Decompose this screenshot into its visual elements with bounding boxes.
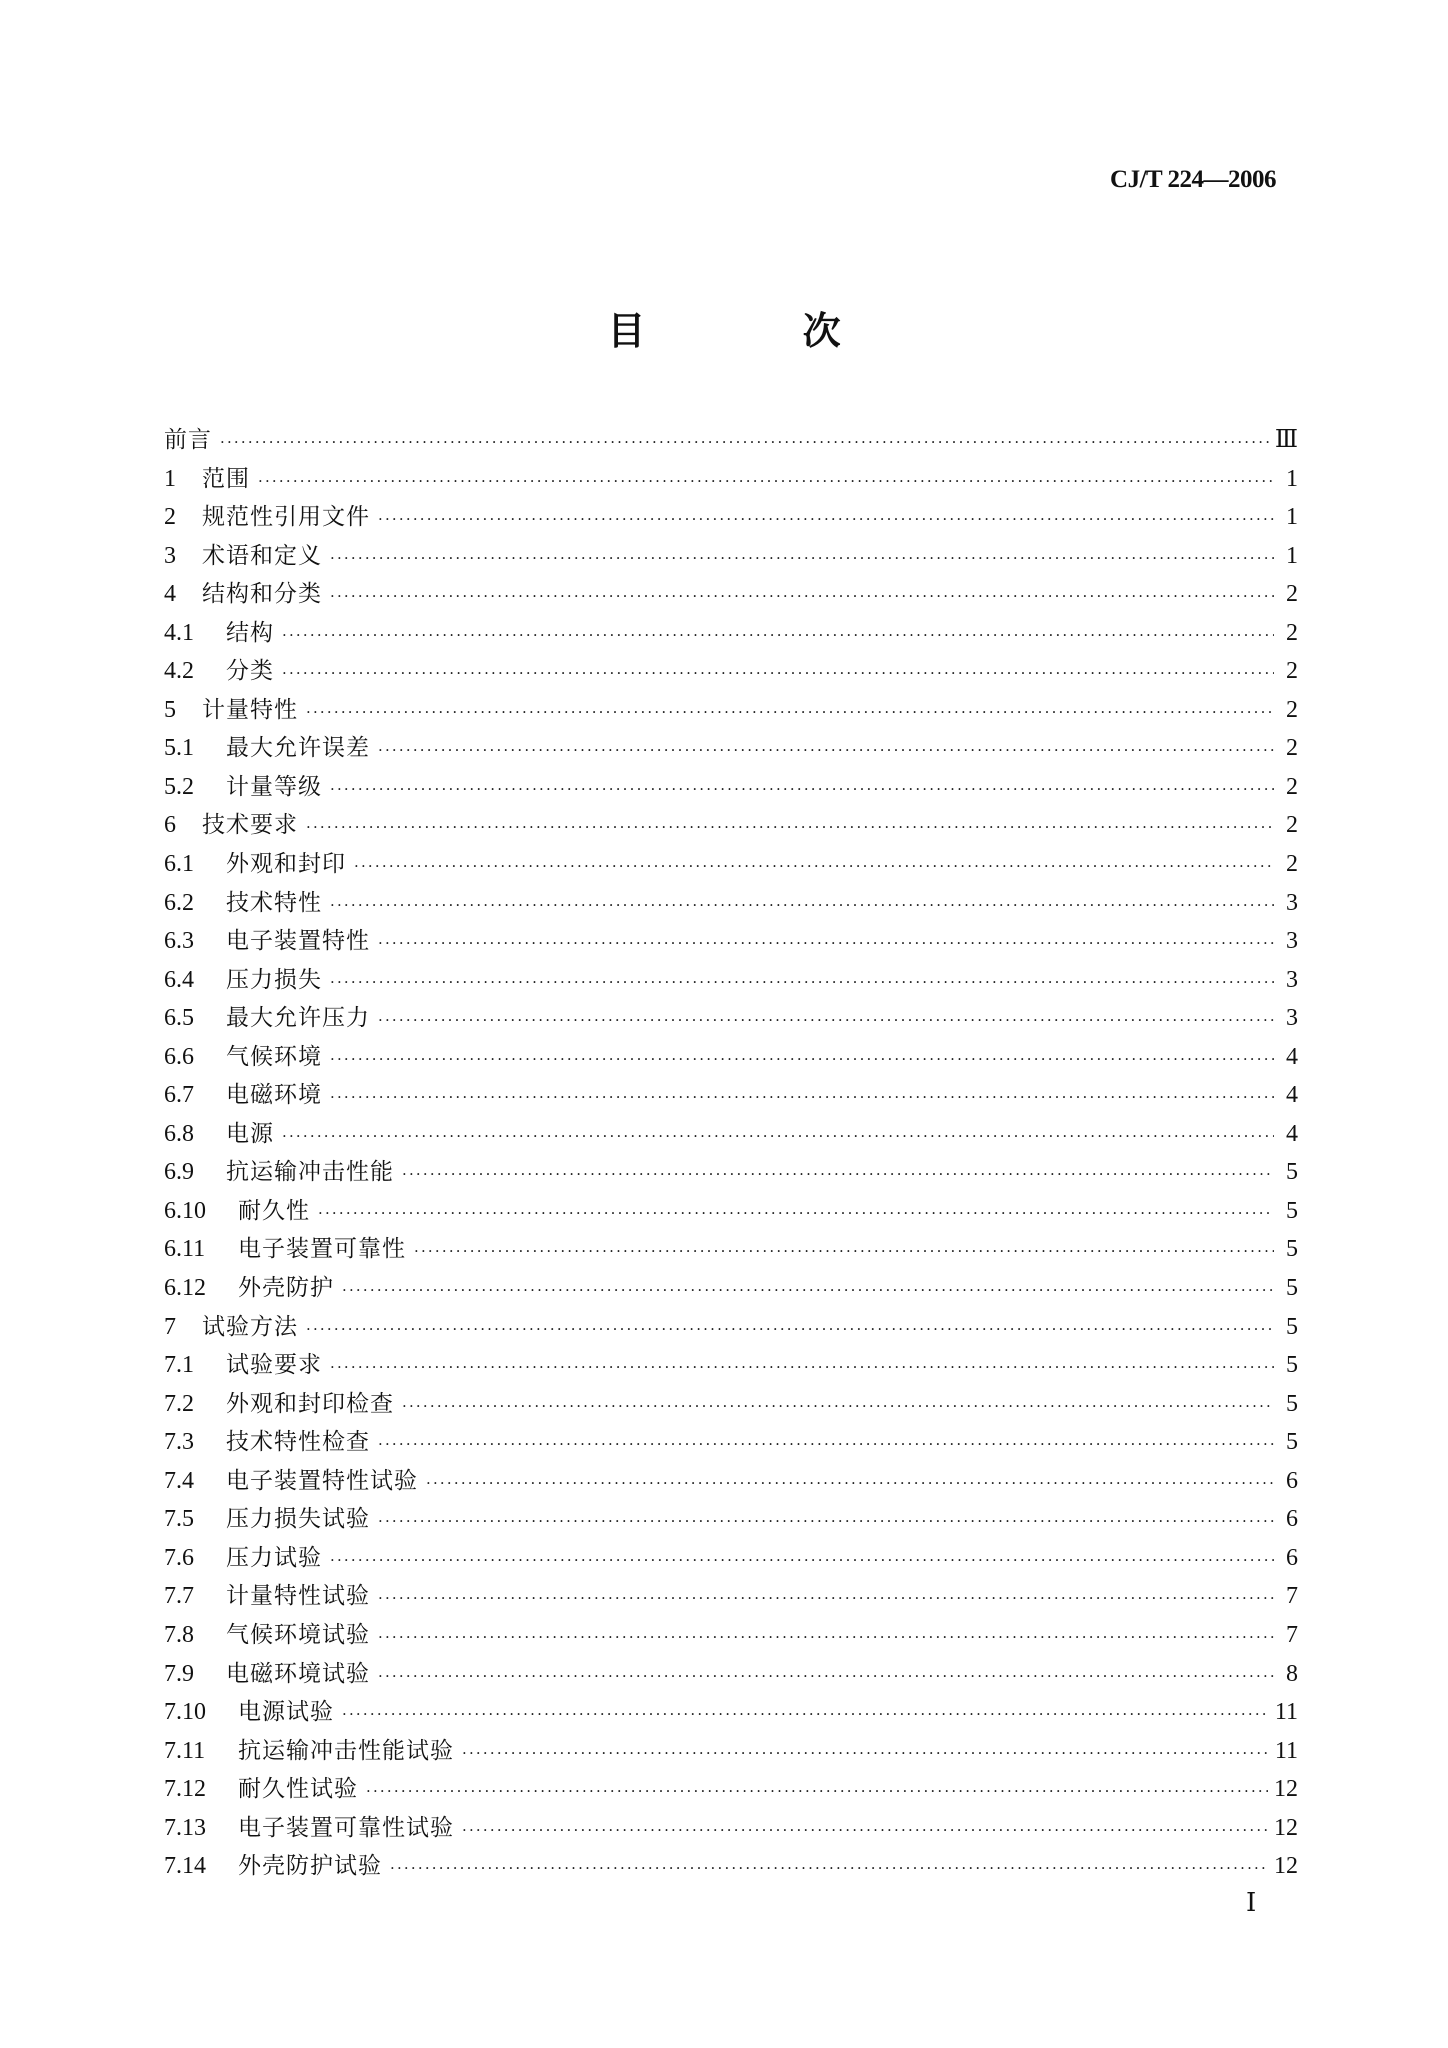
toc-entry-page: 5 xyxy=(1286,1197,1298,1224)
toc-entry-page: 7 xyxy=(1286,1583,1298,1610)
toc-entry-label: 气候环境试验 xyxy=(226,1621,370,1648)
toc-entry-label: 外观和封印 xyxy=(226,851,346,878)
toc-entry[interactable] xyxy=(164,1308,1298,1347)
toc-entry-label: 技术要求 xyxy=(202,812,298,839)
toc-entry[interactable] xyxy=(164,1539,1298,1578)
toc-entry-label: 结构和分类 xyxy=(202,581,322,608)
toc-entry-label: 计量特性 xyxy=(202,696,298,723)
toc-leader-dots xyxy=(282,616,1274,655)
toc-entry-label: 计量等级 xyxy=(226,773,322,800)
toc-entry-page: Ⅲ xyxy=(1274,427,1298,453)
toc-entry-page: 8 xyxy=(1286,1660,1298,1687)
toc-leader-dots xyxy=(306,693,1274,732)
toc-entry-page: 5 xyxy=(1286,1429,1298,1456)
toc-entry[interactable] xyxy=(164,1462,1298,1501)
toc-title: 目 次 xyxy=(607,309,913,353)
toc-entry[interactable] xyxy=(164,1655,1298,1694)
toc-leader-dots xyxy=(390,1849,1268,1888)
toc-entry-number: 5.2 xyxy=(164,773,194,800)
toc-entry-label: 耐久性试验 xyxy=(238,1776,358,1803)
page-number: Ⅰ xyxy=(1246,1888,1257,1917)
toc-entry-page: 7 xyxy=(1286,1621,1298,1648)
toc-entry-label: 结构 xyxy=(226,619,274,646)
toc-entry[interactable] xyxy=(164,1770,1298,1809)
toc-entry-page: 1 xyxy=(1286,465,1298,492)
toc-entry-label: 范围 xyxy=(202,465,250,492)
toc-entry-number: 6.10 xyxy=(164,1197,206,1224)
toc-entry-page: 2 xyxy=(1286,581,1298,608)
toc-entry-number: 6.7 xyxy=(164,1082,194,1109)
toc-entry-number: 7.14 xyxy=(164,1853,206,1880)
toc-entry[interactable] xyxy=(164,1809,1298,1848)
toc-entry[interactable] xyxy=(164,768,1298,807)
toc-leader-dots xyxy=(330,963,1274,1002)
toc-entry-page: 1 xyxy=(1286,504,1298,531)
toc-entry-page: 11 xyxy=(1274,1737,1298,1764)
toc-entry-number: 6.11 xyxy=(164,1236,206,1263)
toc-entry-page: 5 xyxy=(1286,1275,1298,1302)
toc-entry-label: 压力损失 xyxy=(226,966,322,993)
toc-leader-dots xyxy=(330,539,1274,578)
toc-entry[interactable] xyxy=(164,498,1298,537)
toc-entry-label: 术语和定义 xyxy=(202,542,322,569)
toc-entry-page: 3 xyxy=(1286,966,1298,993)
toc-entry[interactable] xyxy=(164,614,1298,653)
toc-entry[interactable] xyxy=(164,1616,1298,1655)
toc-leader-dots xyxy=(402,1155,1274,1194)
standard-code: CJ/T 224—2006 xyxy=(1110,166,1276,193)
toc-entry-label: 外壳防护 xyxy=(238,1275,334,1302)
toc-entry-page: 2 xyxy=(1286,696,1298,723)
toc-entry-label: 技术特性 xyxy=(226,889,322,916)
toc-entry[interactable] xyxy=(164,1693,1298,1732)
toc-entry-page: 6 xyxy=(1286,1467,1298,1494)
toc-entry[interactable] xyxy=(164,652,1298,691)
toc-entry-page: 5 xyxy=(1286,1390,1298,1417)
toc-entry-page: 5 xyxy=(1286,1236,1298,1263)
toc-entry-label: 电磁环境试验 xyxy=(226,1660,370,1687)
toc-entry-label: 计量特性试验 xyxy=(226,1583,370,1610)
toc-entry-number: 3 xyxy=(164,542,176,569)
toc-entry-number: 6.6 xyxy=(164,1043,194,1070)
toc-entry-label: 技术特性检查 xyxy=(226,1429,370,1456)
toc-entry-number: 6.3 xyxy=(164,928,194,955)
toc-leader-dots xyxy=(306,1310,1274,1349)
toc-entry-page: 2 xyxy=(1286,851,1298,878)
toc-entry[interactable] xyxy=(164,1346,1298,1385)
toc-entry[interactable] xyxy=(164,691,1298,730)
toc-entry-number: 7.4 xyxy=(164,1467,194,1494)
toc-entry-number: 6.5 xyxy=(164,1005,194,1032)
toc-leader-dots xyxy=(330,1078,1274,1117)
toc-entry[interactable] xyxy=(164,1115,1298,1154)
toc-entry-label: 电子装置特性 xyxy=(226,928,370,955)
toc-leader-dots xyxy=(354,847,1274,886)
toc-leader-dots xyxy=(414,1232,1274,1271)
toc-leader-dots xyxy=(402,1387,1274,1426)
toc-entry-number: 6.9 xyxy=(164,1159,194,1186)
toc-entry[interactable] xyxy=(164,961,1298,1000)
toc-entry-page: 12 xyxy=(1274,1814,1298,1841)
toc-entry-page: 12 xyxy=(1274,1776,1298,1803)
toc-entry-page: 2 xyxy=(1286,773,1298,800)
toc-entry[interactable] xyxy=(164,845,1298,884)
toc-leader-dots xyxy=(378,1579,1274,1618)
toc-entry-label: 抗运输冲击性能 xyxy=(226,1159,394,1186)
toc-entry[interactable] xyxy=(164,1423,1298,1462)
toc-entry-label: 外观和封印检查 xyxy=(226,1390,394,1417)
toc-entry[interactable] xyxy=(164,1269,1298,1308)
toc-leader-dots xyxy=(330,577,1274,616)
toc-entry-page: 2 xyxy=(1286,619,1298,646)
toc-leader-dots xyxy=(282,1117,1274,1156)
toc-entry-number: 7.8 xyxy=(164,1621,194,1648)
toc-entry-label: 压力损失试验 xyxy=(226,1506,370,1533)
toc-entry-page: 6 xyxy=(1286,1506,1298,1533)
toc-entry[interactable] xyxy=(164,460,1298,499)
toc-entry[interactable] xyxy=(164,806,1298,845)
toc-leader-dots xyxy=(330,1040,1274,1079)
toc-leader-dots xyxy=(378,731,1274,770)
toc-entry-label: 抗运输冲击性能试验 xyxy=(238,1737,454,1764)
toc-entry-number: 7.1 xyxy=(164,1352,194,1379)
toc-leader-dots xyxy=(318,1194,1274,1233)
toc-entry-number: 5.1 xyxy=(164,735,194,762)
toc-entry[interactable] xyxy=(164,884,1298,923)
toc-entry[interactable] xyxy=(164,1076,1298,1115)
toc-entry-label: 耐久性 xyxy=(238,1197,310,1224)
toc-entry-page: 11 xyxy=(1274,1699,1298,1726)
toc-leader-dots xyxy=(282,654,1274,693)
toc-entry-page: 2 xyxy=(1286,812,1298,839)
toc-entry-number: 5 xyxy=(164,696,176,723)
toc-entry-label: 试验要求 xyxy=(226,1352,322,1379)
toc-entry-number: 6.8 xyxy=(164,1120,194,1147)
toc-entry-number: 1 xyxy=(164,465,176,492)
toc-leader-dots xyxy=(378,924,1274,963)
toc-entry[interactable] xyxy=(164,1192,1298,1231)
toc-entry-number: 6 xyxy=(164,812,176,839)
toc-entry-label: 试验方法 xyxy=(202,1313,298,1340)
toc-entry-number: 7.6 xyxy=(164,1544,194,1571)
toc-leader-dots xyxy=(220,423,1269,462)
toc-entry-label: 分类 xyxy=(226,658,274,685)
toc-entry-label: 电源 xyxy=(226,1120,274,1147)
toc-entry-number: 6.2 xyxy=(164,889,194,916)
toc-entry-label: 最大允许压力 xyxy=(226,1005,370,1032)
toc-entry-page: 4 xyxy=(1286,1043,1298,1070)
toc-entry[interactable] xyxy=(164,1153,1298,1192)
toc-entry-page: 4 xyxy=(1286,1082,1298,1109)
toc-entry-label: 规范性引用文件 xyxy=(202,504,370,531)
toc-entry[interactable] xyxy=(164,537,1298,576)
toc-leader-dots xyxy=(378,1001,1274,1040)
toc-entry[interactable] xyxy=(164,1230,1298,1269)
toc-entry-page: 1 xyxy=(1286,542,1298,569)
toc-leader-dots xyxy=(330,1541,1274,1580)
toc-entry-page: 2 xyxy=(1286,735,1298,762)
toc-entry[interactable] xyxy=(164,1732,1298,1771)
toc-entry-number: 4.2 xyxy=(164,658,194,685)
toc-entry-page: 6 xyxy=(1286,1544,1298,1571)
toc-entry-number: 7.11 xyxy=(164,1737,206,1764)
toc-entry-number: 6.12 xyxy=(164,1275,206,1302)
toc-entry-label: 压力试验 xyxy=(226,1544,322,1571)
toc-entry-number: 7.9 xyxy=(164,1660,194,1687)
toc-leader-dots xyxy=(306,808,1274,847)
toc-entry-page: 3 xyxy=(1286,889,1298,916)
toc-entry-number: 7.13 xyxy=(164,1814,206,1841)
toc-entry[interactable] xyxy=(164,1385,1298,1424)
toc-entry-number: 7.5 xyxy=(164,1506,194,1533)
toc-leader-dots xyxy=(462,1734,1269,1773)
toc-entry-label: 电磁环境 xyxy=(226,1082,322,1109)
toc-entry-label: 电子装置可靠性试验 xyxy=(238,1814,454,1841)
toc-entry[interactable] xyxy=(164,575,1298,614)
toc-leader-dots xyxy=(378,1502,1274,1541)
toc-leader-dots xyxy=(258,462,1274,501)
toc-entry-number: 6.1 xyxy=(164,851,194,878)
toc-entry-page: 3 xyxy=(1286,928,1298,955)
toc-entry-label: 前言 xyxy=(164,427,212,453)
toc-entry-page: 5 xyxy=(1286,1313,1298,1340)
toc-entry-number: 7.12 xyxy=(164,1776,206,1803)
toc-entry-number: 4 xyxy=(164,581,176,608)
toc-entry[interactable] xyxy=(164,1847,1298,1886)
toc-entry-number: 4.1 xyxy=(164,619,194,646)
toc-entry-page: 12 xyxy=(1274,1853,1298,1880)
toc-entry-number: 7.7 xyxy=(164,1583,194,1610)
toc-leader-dots xyxy=(366,1772,1268,1811)
toc-entry-page: 3 xyxy=(1286,1005,1298,1032)
toc-leader-dots xyxy=(378,1618,1274,1657)
toc-entry-page: 4 xyxy=(1286,1120,1298,1147)
toc-leader-dots xyxy=(378,500,1274,539)
toc-entry-label: 电子装置可靠性 xyxy=(238,1236,406,1263)
toc-entry[interactable] xyxy=(164,729,1298,768)
toc-entry[interactable] xyxy=(164,999,1298,1038)
toc-leader-dots xyxy=(330,886,1274,925)
toc-leader-dots xyxy=(426,1464,1274,1503)
table-of-contents xyxy=(164,421,1298,1886)
toc-leader-dots xyxy=(378,1657,1274,1696)
toc-entry-number: 7.10 xyxy=(164,1699,206,1726)
toc-leader-dots xyxy=(342,1271,1274,1310)
toc-entry-label: 电源试验 xyxy=(238,1699,334,1726)
toc-entry[interactable] xyxy=(164,1500,1298,1539)
toc-entry[interactable] xyxy=(164,922,1298,961)
toc-entry-label: 气候环境 xyxy=(226,1043,322,1070)
toc-leader-dots xyxy=(342,1695,1269,1734)
toc-entry-label: 外壳防护试验 xyxy=(238,1853,382,1880)
toc-entry[interactable] xyxy=(164,1577,1298,1616)
toc-entry-number: 7 xyxy=(164,1313,176,1340)
toc-leader-dots xyxy=(330,770,1274,809)
toc-entry-number: 7.2 xyxy=(164,1390,194,1417)
toc-entry[interactable] xyxy=(164,421,1298,460)
toc-leader-dots xyxy=(462,1811,1268,1850)
toc-entry-label: 电子装置特性试验 xyxy=(226,1467,418,1494)
toc-leader-dots xyxy=(330,1348,1274,1387)
toc-entry-page: 5 xyxy=(1286,1159,1298,1186)
toc-entry-page: 5 xyxy=(1286,1352,1298,1379)
toc-entry-number: 6.4 xyxy=(164,966,194,993)
toc-entry[interactable] xyxy=(164,1038,1298,1077)
toc-entry-page: 2 xyxy=(1286,658,1298,685)
toc-entry-number: 2 xyxy=(164,504,176,531)
toc-leader-dots xyxy=(378,1425,1274,1464)
toc-entry-label: 最大允许误差 xyxy=(226,735,370,762)
toc-entry-number: 7.3 xyxy=(164,1429,194,1456)
